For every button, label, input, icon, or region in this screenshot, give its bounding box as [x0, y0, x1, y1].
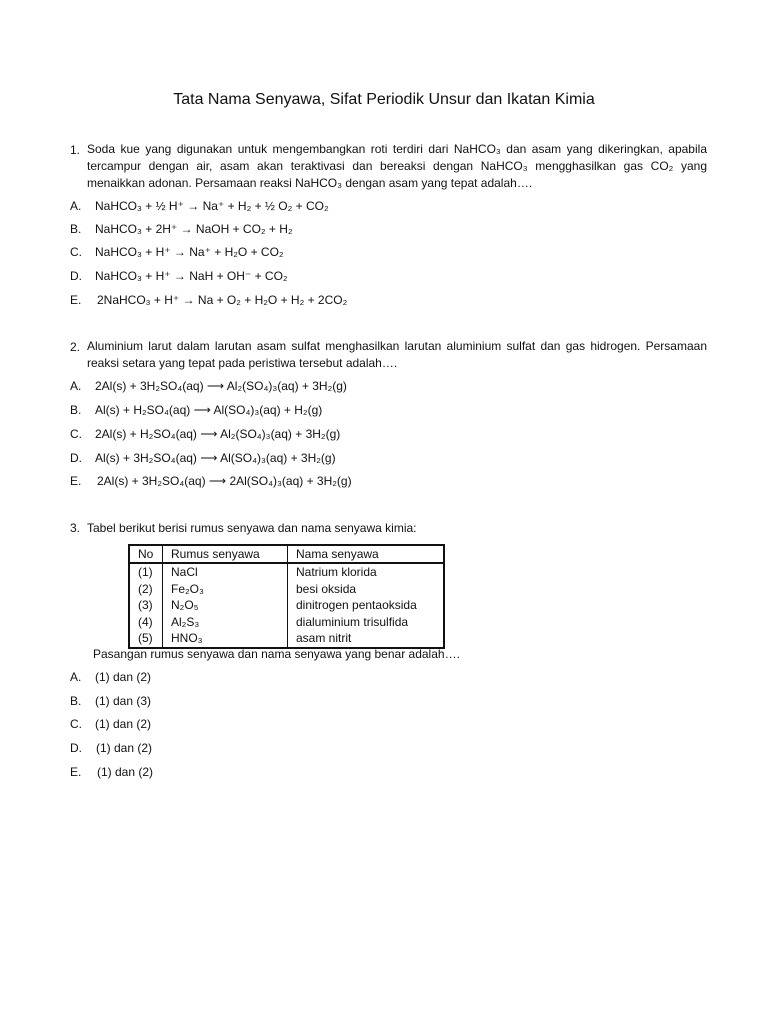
option-text: NaHCO₃ + H⁺ → NaH + OH⁻ + CO₂ — [95, 269, 288, 283]
question-text: Soda kue yang digunakan untuk mengembangkan roti terdiri dari NaHCO₃ dan asam yang dikeringkan, apabila tercampur dengan air, asam akan teraktivasi dan bereaksi dengan NaHCO₃ mengghasilkan gas CO₂ yang menaikkan adonan. Persamaan reaksi NaHCO₃ dengan asam yang tepat adalah…. — [87, 142, 707, 190]
table-header: Nama senyawa — [288, 545, 445, 563]
option-text: Al(s) + 3H₂SO₄(aq) ⟶ Al(SO₄)₃(aq) + 3H₂(g) — [95, 451, 336, 465]
table-row — [129, 597, 444, 614]
table-cell: asam nitrit — [288, 630, 445, 648]
option-label: A. — [70, 199, 82, 213]
question-followup: Pasangan rumus senyawa dan nama senyawa yang benar adalah…. — [93, 647, 460, 661]
option-text: (1) dan (2) — [96, 741, 153, 755]
option-text: NaHCO₃ + H⁺ → Na⁺ + H₂O + CO₂ — [95, 245, 284, 259]
table-cell: dialuminium trisulfida — [288, 614, 445, 631]
option-label: D. — [70, 451, 82, 465]
table-cell: (4) — [138, 614, 153, 629]
question-text: Aluminium larut dalam larutan asam sulfat menghasilkan larutan aluminium sulfat dan gas hidrogen. Persamaan reaksi setara yang tepat pada peristiwa tersebut adalah…. — [87, 339, 707, 370]
option-label: C. — [70, 717, 82, 731]
option-label: B. — [70, 694, 82, 708]
option-text: (1) dan (2) — [97, 765, 154, 779]
option-label: D. — [70, 741, 82, 755]
option-text: 2NaHCO₃ + H⁺ → Na + O₂ + H₂O + H₂ + 2CO₂ — [97, 293, 348, 307]
option-text: 2Al(s) + 3H₂SO₄(aq) ⟶ 2Al(SO₄)₃(aq) + 3H₂(g) — [97, 474, 352, 488]
document-title: Tata Nama Senyawa, Sifat Periodik Unsur dan Ikatan Kimia — [173, 91, 595, 108]
question-number: 2. — [70, 340, 81, 354]
option-text: 2Al(s) + H₂SO₄(aq) ⟶ Al₂(SO₄)₃(aq) + 3H₂(g) — [95, 427, 341, 441]
table-cell: (2) — [138, 581, 153, 596]
option-label: D. — [70, 269, 82, 283]
table-header-row — [129, 545, 444, 563]
option-label: C. — [70, 245, 82, 259]
table-row — [129, 630, 444, 648]
table-cell: besi oksida — [288, 581, 445, 598]
table-cell: Natrium klorida — [288, 563, 445, 581]
option-label: A. — [70, 670, 82, 684]
option-label: B. — [70, 222, 82, 236]
option-text: (1) dan (2) — [95, 717, 152, 731]
option-text: Al(s) + H₂SO₄(aq) ⟶ Al(SO₄)₃(aq) + H₂(g) — [95, 403, 323, 417]
option-text: (1) dan (2) — [95, 670, 152, 684]
table-cell: N₂O₅ — [163, 597, 288, 614]
table-header: Rumus senyawa — [163, 545, 288, 563]
option-label: B. — [70, 403, 82, 417]
table-row — [129, 581, 444, 598]
compound-table — [128, 544, 445, 649]
table-cell: dinitrogen pentaoksida — [288, 597, 445, 614]
option-label: C. — [70, 427, 82, 441]
option-label: E. — [70, 765, 82, 779]
question-number: 3. — [70, 521, 81, 535]
table-cell: NaCl — [163, 563, 288, 581]
table-cell: (1) — [138, 565, 153, 579]
table-header: No — [129, 545, 163, 563]
option-text: 2Al(s) + 3H₂SO₄(aq) ⟶ Al₂(SO₄)₃(aq) + 3H₂(g) — [95, 379, 347, 393]
question-text: Tabel berikut berisi rumus senyawa dan nama senyawa kimia: — [87, 521, 417, 535]
table-cell: (5) — [138, 631, 153, 645]
table-cell: (3) — [138, 598, 153, 612]
option-text: NaHCO₃ + ½ H⁺ → Na⁺ + H₂ + ½ O₂ + CO₂ — [95, 199, 329, 213]
option-label: A. — [70, 379, 82, 393]
option-label: E. — [70, 474, 82, 488]
option-text: NaHCO₃ + 2H⁺ → NaOH + CO₂ + H₂ — [95, 222, 293, 236]
option-label: E. — [70, 293, 82, 307]
table-cell: Al₂S₃ — [163, 614, 288, 631]
table-cell: Fe₂O₃ — [163, 581, 288, 598]
table-cell: HNO₃ — [163, 630, 288, 648]
table-row — [129, 614, 444, 631]
table-row — [129, 563, 444, 581]
option-text: (1) dan (3) — [95, 694, 152, 708]
question-number: 1. — [70, 143, 81, 157]
